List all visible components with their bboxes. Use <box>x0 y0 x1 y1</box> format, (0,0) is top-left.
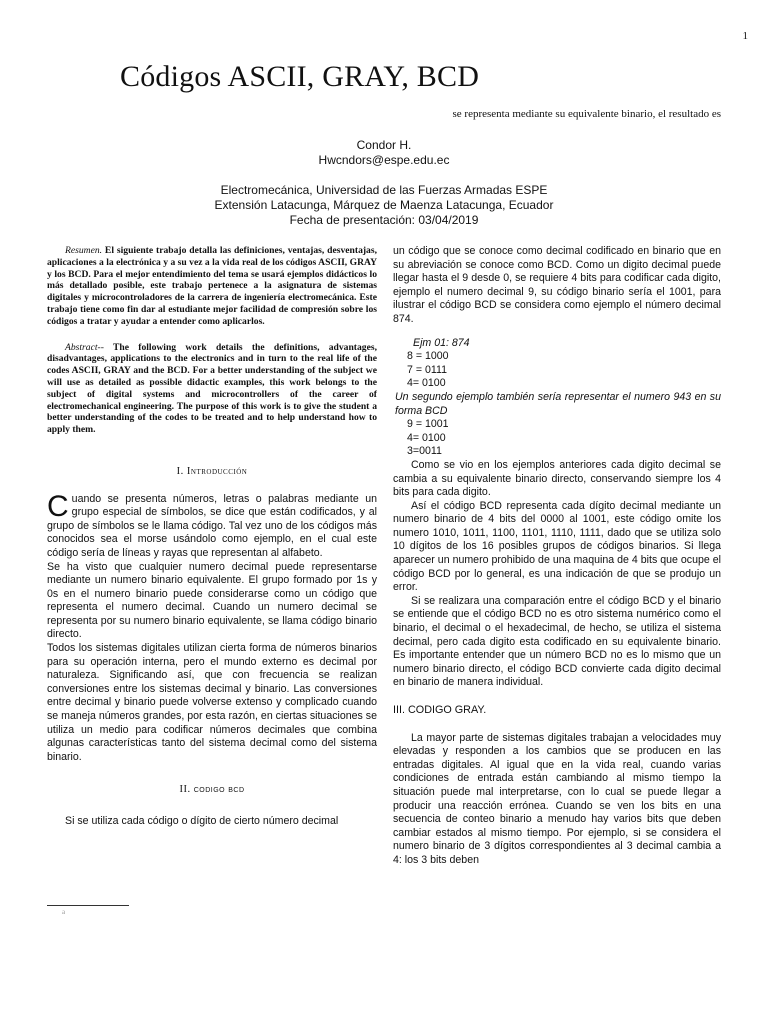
intro-paragraph-3: Todos los sistemas digitales utilizan cierta forma de números binarios para su operación interna, pero el mundo externo es decimal por naturaleza. Significando así, que con frecuencia se realizan conversiones entre los sistemas decimal y binario. Las conversiones entre decimal y binario puede volverse extenso y complicado cuando se maneja números grandes, por esta razón, en ciertas situaciones se utiliza un medio para codificar números decimales que combina algunas características tanto del sistema decimal como del sistema binario. <box>47 642 377 763</box>
abstract-text: The following work details the definitions, advantages, disadvantages, applications to the electronics and in turn to the real life of the codes ASCII, GRAY and the BCD. For a better understanding of the subject we will use as detailed as possible didactic examples, this work belongs to the subject of digital systems and microcontrollers of the career of electromechanical engineering. The purpose of this work is to give the student a better understanding of the codes to be treated and to help understand how to apply them. <box>47 341 377 436</box>
section-1-heading <box>47 466 377 479</box>
affiliation-line-1: Electromecánica, Universidad de las Fuerzas Armadas ESPE <box>220 183 548 197</box>
intro-paragraph-1: Cuando se presenta números, letras o palabras mediante un grupo especial de símbolos, se dice que están codificados, y al grupo de símbolos se le llama código. Tal vez uno de los códigos más conocidos sea el morse usándolo como ejemplo, en el cual este código sería de líneas y rayas que representan al alfabeto. <box>47 489 377 559</box>
example-1-line-2: 7 = 0111 <box>407 363 447 376</box>
author-block <box>0 138 768 168</box>
affiliation-line-3: Fecha de presentación: 03/04/2019 <box>289 213 479 227</box>
abstract-label: Abstract-- <box>65 341 104 353</box>
gray-paragraph-1: La mayor parte de sistemas digitales trabajan a velocidades muy elevadas y responden a los cambios que se producen en las entradas digitales. Al igual que en la vida real, cuando varias condiciones de entrada están cambiando al mismo tiempo la situación puede mal interpretarse, con lo cual se puede llegar a producir una reacción errónea. Cuando se ven los bits en una secuencia de conteo binario a menudo hay varios bits que deben cambiar estados al mismo tiempo. Por ejemplo, si se considera el numero binario de 3 dígitos correspondientes al 3 decimal cambia a 4: los 3 bits deben <box>393 731 721 866</box>
bcd-paragraph-3: Como se vio en los ejemplos anteriores cada digito decimal se cambia a su equivalente binario directo, conservando siempre los 4 bits para cada digito. <box>393 458 721 499</box>
example-1-line-3: 4= 0100 <box>407 377 446 390</box>
affiliation-block <box>0 183 768 228</box>
left-column <box>47 245 377 829</box>
bcd-paragraph-2: un código que se conoce como decimal codificado en binario que en su abreviación se conoce como BCD. Como un digito decimal puede llegar hasta el 9 desde 0, se requiere 4 bits para codificar cada digito, ejemplo el numero decimal 9, su código binario sería el 1001, para ilustrar el código BCD se considera como ejemplo el número decimal 874. <box>393 245 721 325</box>
affiliation-line-2: Extensión Latacunga, Márquez de Maenza Latacunga, Ecuador <box>214 198 554 212</box>
resumen-label: Resumen. <box>65 245 103 256</box>
section-2-numeral: II. <box>179 784 191 796</box>
stray-text-line: se representa mediante su equivalente binario, el resultado es <box>452 108 721 120</box>
resumen-paragraph <box>47 245 377 328</box>
section-2-title: codigo bcd <box>193 784 245 796</box>
author-name: Condor H. <box>356 138 412 152</box>
bcd-paragraph-1: Si se utiliza cada código o dígito de cierto número decimal <box>65 815 339 828</box>
example-2-line-3: 3=0011 <box>407 445 442 458</box>
example-2-title: Un segundo ejemplo también sería representar el numero 943 en su forma BCD <box>395 390 721 417</box>
example-1-line-1: 8 = 1000 <box>407 350 449 363</box>
paper-title: Códigos ASCII, GRAY, BCD <box>120 60 480 93</box>
example-2 <box>407 418 721 459</box>
footnote-rule <box>47 905 129 906</box>
bcd-paragraph-5: Si se realizara una comparación entre el código BCD y el binario se entiende que el código BCD no es otro sistema numérico como el binario, el decimal o el hexadecimal, de hecho, se utiliza el sistema decimal, pero cada digito esta codificado en su equivalente binario. Es importante entender que un número BCD no es lo mismo que un numero binario directo, el código BCD convierte cada digito decimal en binario de manera individual. <box>393 594 721 689</box>
right-column <box>393 245 721 868</box>
example-2-line-2: 4= 0100 <box>407 431 446 444</box>
page-number: 1 <box>742 30 748 42</box>
section-1-body <box>47 489 377 765</box>
example-1 <box>407 337 721 391</box>
section-1-numeral: I. <box>176 465 184 477</box>
drop-cap: C <box>47 489 69 523</box>
resumen-text: El siguiente trabajo detalla las definiciones, ventajas, desventajas, aplicaciones a la electrónica y a su vez a la vida real de los códigos ASCII, GRAY y los BCD. Para el mejor entendimiento del tema se usará ejemplos didácticos lo más detallado posible, este trabajo pertenece a la asignatura de sistemas digitales y microcontroladores de la carrera de ingeniería electromecánica. Este trabajo tiene como fin dar al estudiante mejor facilidad de compresión sobre los códigos a tratar y ayudar a entender como aplicarlos. <box>47 245 377 327</box>
example-2-line-1: 9 = 1001 <box>407 418 449 431</box>
example-1-title: Ejm 01: 874 <box>413 336 470 349</box>
abstract-section <box>47 245 377 436</box>
author-email: Hwcndors@espe.edu.ec <box>318 153 450 167</box>
abstract-paragraph <box>47 342 377 436</box>
section-1-title: Introducción <box>186 465 248 477</box>
section-2-heading <box>47 784 377 797</box>
section-3-heading: III. CODIGO GRAY. <box>393 704 487 716</box>
intro-paragraph-2: Se ha visto que cualquier numero decimal puede representarse mediante un numero binario equivalente. El grupo formado por 1s y 0s en el numero binario puede considerarse como un código que representa el numero decimal. Cuando un numero decimal se representa por su numero binario equivalente, se llama código binario directo. <box>47 560 377 641</box>
bcd-paragraph-4: Así el código BCD representa cada dígito decimal mediante un numero binario de 4 bits del 0000 al 1001, este código omite los numero 1010, 1011, 1100, 1101, 1110, 1111, dado que se utiliza solo 10 dígitos de los 16 posibles grupos de códigos binarios. Si llega aparecer un numero prohibido de una maquina de 4 bits que ocupe el código BCD por lo general, es una indicación de que se produjo un error. <box>393 499 721 594</box>
footnote-mark: a <box>62 908 66 916</box>
